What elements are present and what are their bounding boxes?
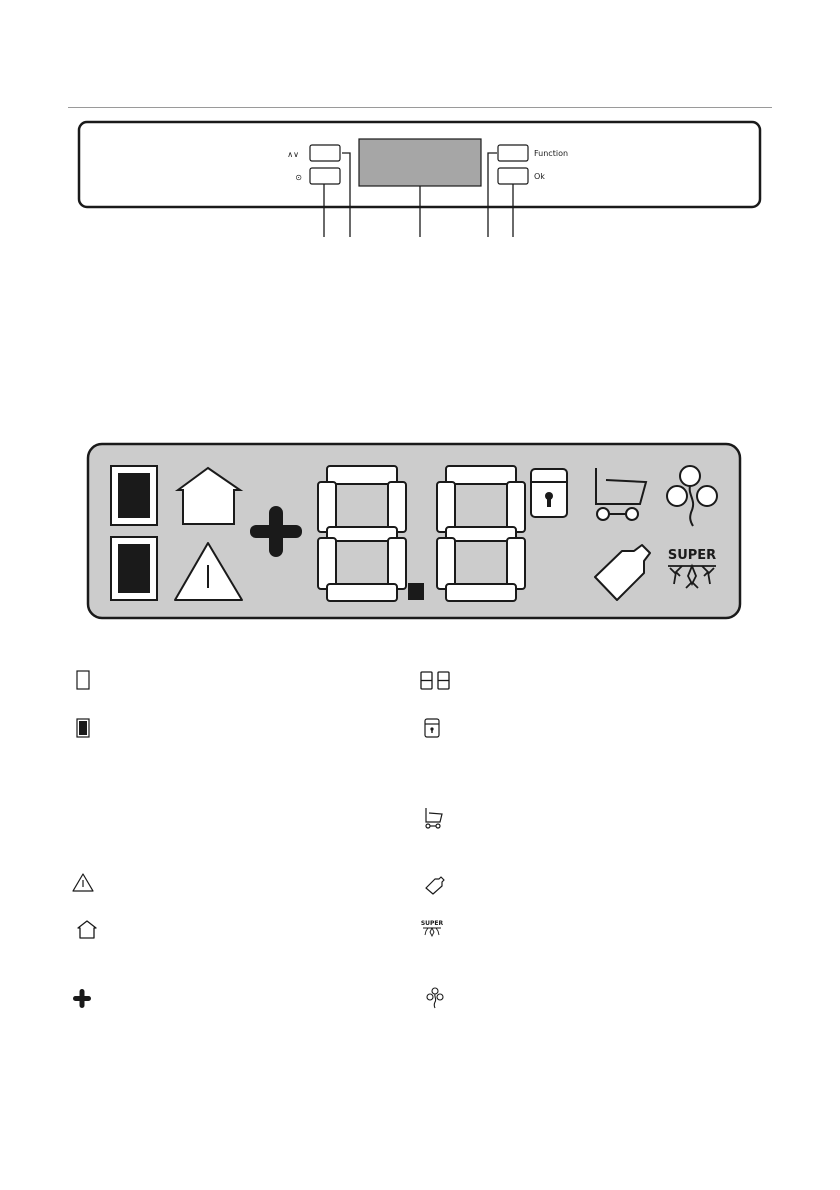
ok-button[interactable]	[498, 168, 528, 184]
up-down-symbol: ∧∨	[287, 150, 299, 159]
home-icon	[75, 917, 101, 943]
ok-label: Ok	[534, 172, 545, 181]
control-panel-diagram	[0, 0, 840, 300]
function-button[interactable]	[498, 145, 528, 161]
legend-super-label: SUPER	[420, 920, 444, 927]
child-lock-icon	[531, 469, 567, 517]
super-frost-icon	[419, 917, 445, 943]
function-label: Function	[534, 149, 569, 158]
empty-compartment-icon	[70, 668, 96, 694]
child-lock-icon	[421, 716, 447, 742]
on-off-symbol: ⊙	[295, 173, 302, 182]
bottle-icon	[423, 869, 449, 895]
up-down-button[interactable]	[310, 145, 340, 161]
fan-icon	[422, 985, 448, 1011]
lcd-display-diagram	[0, 430, 840, 630]
display-screen	[359, 139, 481, 186]
shopping-cart-icon	[421, 805, 447, 831]
plus-sign-icon	[69, 985, 95, 1011]
upper-compartment-icon	[111, 466, 157, 525]
digits-88-icon	[417, 668, 457, 694]
super-label: SUPER	[667, 548, 717, 563]
on-off-button[interactable]	[310, 168, 340, 184]
filled-compartment-icon	[70, 716, 96, 742]
lower-compartment-icon	[111, 537, 157, 600]
alarm-triangle-icon	[70, 870, 96, 896]
